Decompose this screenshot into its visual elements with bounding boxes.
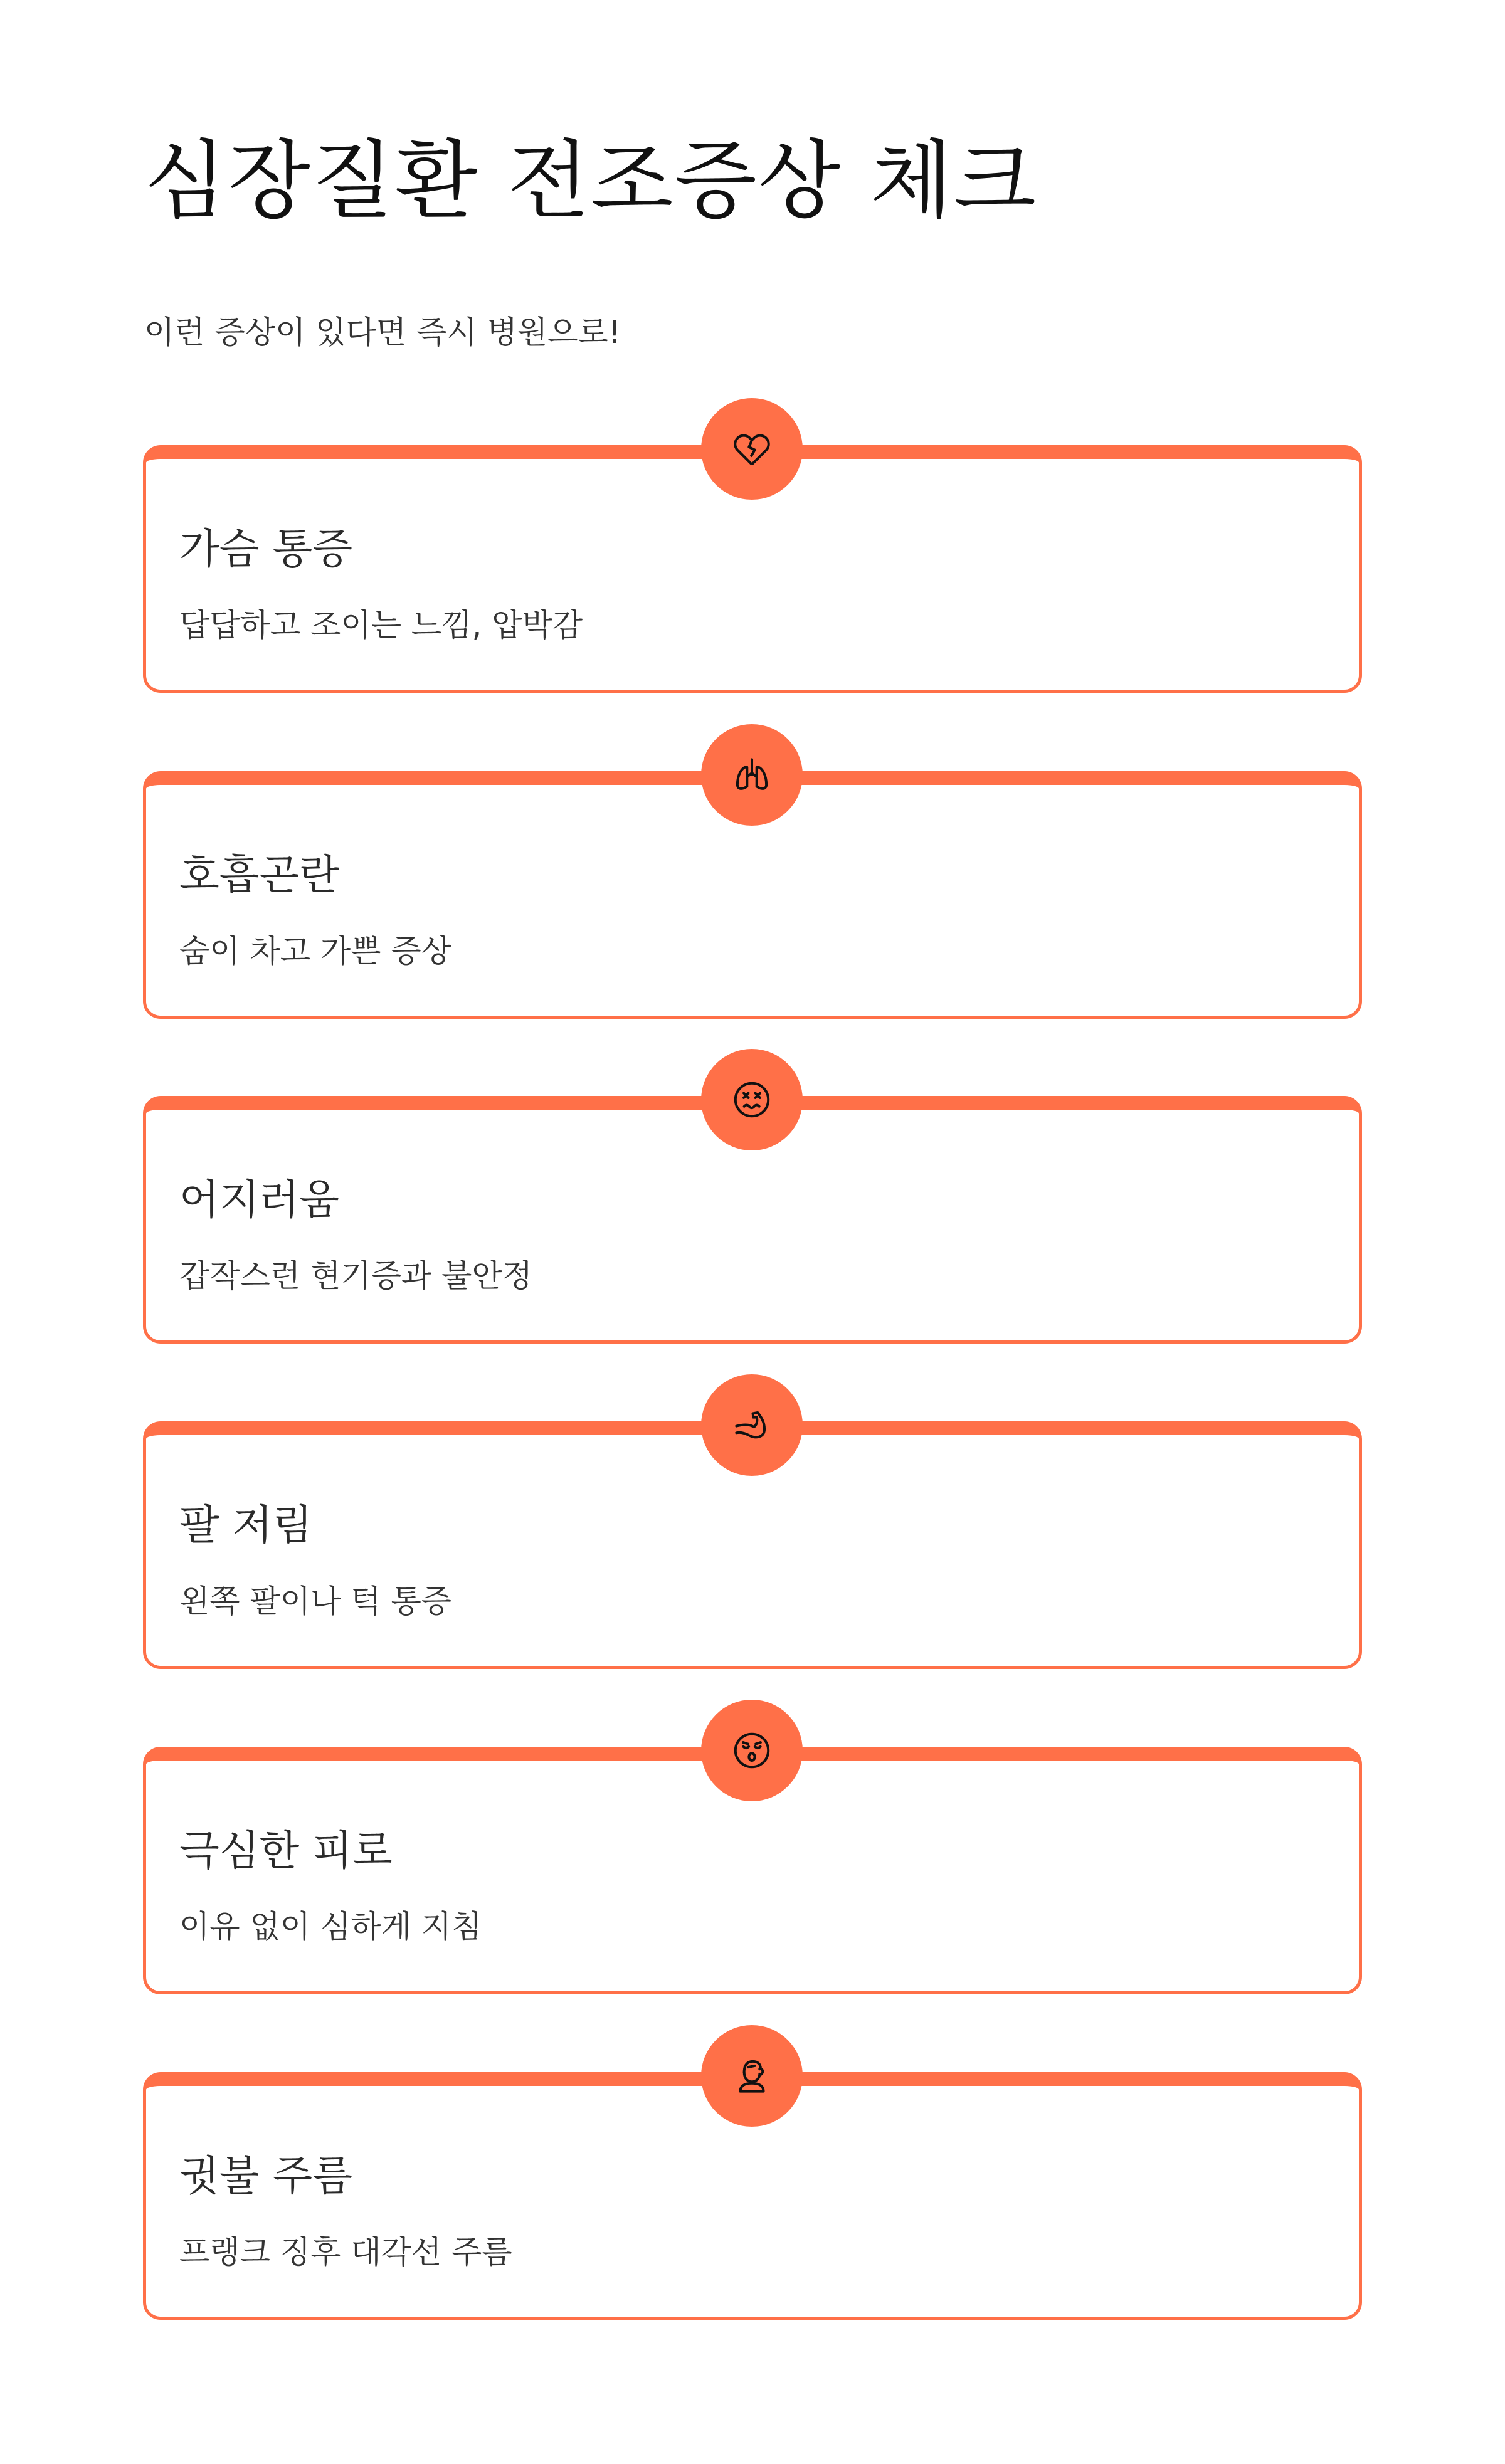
symptom-card-fatigue [143, 1747, 1362, 1994]
dizzy-face-icon [701, 1049, 803, 1150]
card-title: 팔 저림 [179, 1501, 313, 1549]
card-title: 호흡곤란 [179, 851, 340, 899]
card-title: 귓불 주름 [179, 2152, 353, 2200]
symptom-card-breathing [143, 771, 1362, 1019]
card-description: 왼쪽 팔이나 턱 통증 [179, 1583, 452, 1619]
card-description: 숨이 차고 가쁜 증상 [179, 933, 452, 969]
tired-face-icon [701, 1700, 803, 1801]
person-ear-icon [701, 2025, 803, 2127]
card-description: 이유 없이 심하게 지침 [179, 1909, 482, 1945]
page-title: 심장질환 전조증상 체크 [144, 132, 1038, 231]
broken-heart-icon [701, 398, 803, 500]
symptom-card-chest-pain [143, 445, 1362, 693]
card-description: 프랭크 징후 대각선 주름 [179, 2234, 512, 2270]
card-description: 답답하고 조이는 느낌, 압박감 [179, 607, 583, 643]
lungs-icon [701, 724, 803, 826]
card-title: 가슴 통증 [179, 525, 353, 573]
page-subtitle: 이런 증상이 있다면 즉시 병원으로! [144, 314, 621, 350]
card-title: 어지러움 [179, 1176, 340, 1224]
arm-icon [701, 1374, 803, 1476]
symptom-card-dizziness [143, 1096, 1362, 1344]
card-description: 갑작스런 현기증과 불안정 [179, 1258, 533, 1294]
symptom-card-earlobe-crease [143, 2072, 1362, 2320]
card-title: 극심한 피로 [179, 1826, 393, 1875]
symptom-card-arm-numbness [143, 1421, 1362, 1669]
